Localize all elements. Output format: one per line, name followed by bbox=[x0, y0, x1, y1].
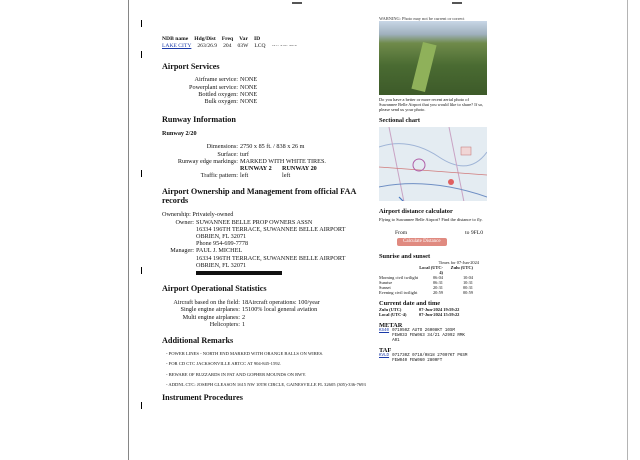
scan-mark bbox=[292, 2, 302, 4]
runway-label: Traffic pattern: bbox=[200, 172, 238, 180]
ndb-col-hdg: Hdg/Dist bbox=[194, 36, 216, 42]
runway-title: Runway Information bbox=[162, 115, 236, 125]
sectional-chart-art bbox=[379, 127, 487, 201]
margin-tick bbox=[141, 51, 142, 58]
sun-zulu: 00:31 bbox=[462, 285, 473, 290]
ndb-name-link[interactable]: LAKE CITY bbox=[162, 43, 192, 50]
sun-zulu: 10:31 bbox=[462, 280, 473, 285]
ndb-hdg: 263/26.9 bbox=[197, 43, 218, 50]
ops-right bbox=[248, 299, 320, 328]
ownership-details bbox=[162, 211, 370, 276]
taf-station-link[interactable]: KVLD bbox=[379, 354, 390, 358]
ops-value: 18 bbox=[242, 299, 249, 307]
service-value: NONE bbox=[240, 83, 258, 91]
sun-local: 06:04 bbox=[432, 275, 443, 280]
manager-line: 16334 196TH TERRACE, SUWANNEE BELLE AIRPORT bbox=[196, 254, 346, 262]
metar-row bbox=[379, 329, 489, 344]
margin-tick bbox=[141, 20, 142, 27]
owner-lines bbox=[196, 219, 370, 248]
runway-label: Dimensions: bbox=[206, 143, 238, 151]
redaction-bar bbox=[196, 269, 370, 276]
ownership-title: Airport Ownership and Management from official FAA records bbox=[162, 187, 356, 206]
remark-item: - FOR CD CTC JACKSONVILLE ARTCC AT 904-845-1592. bbox=[166, 361, 282, 367]
margin-tick bbox=[141, 402, 142, 409]
margin-tick bbox=[141, 170, 142, 177]
manager-line: OBRIEN, FL 32071 bbox=[196, 261, 247, 269]
ops-label: Aircraft based on the field: bbox=[173, 299, 240, 307]
photo-warning: WARNING: Photo may not be current or correct bbox=[379, 16, 465, 21]
services-title: Airport Services bbox=[162, 62, 220, 72]
runway-end-a: RUNWAY 2 bbox=[240, 165, 272, 173]
distance-text: Flying to Suwannee Belle Airport? Find the distance to fly. bbox=[379, 217, 483, 222]
taf-text: 071730Z 0718/0818 27007KT P6SM FEW040 FEW060 2800FT bbox=[392, 354, 468, 363]
ops-details bbox=[162, 299, 370, 328]
runway-row bbox=[162, 151, 370, 158]
ndb-col-id: ID bbox=[253, 36, 261, 42]
service-label: Bottled oxygen: bbox=[198, 90, 238, 98]
main-column bbox=[162, 36, 370, 402]
scan-edge-right bbox=[627, 0, 628, 460]
remark-item: - POWER LINES - NORTH END MARKED WITH ORANGE BALLS ON WIRES. bbox=[166, 351, 324, 357]
side-column bbox=[379, 16, 489, 364]
ops-left bbox=[162, 299, 248, 328]
traffic-b: left bbox=[282, 172, 291, 180]
runway-details bbox=[162, 143, 370, 179]
to-label: to 9FL0 bbox=[465, 230, 483, 236]
remarks-title: Additional Remarks bbox=[162, 336, 234, 346]
ndb-col-name: NDB name bbox=[162, 36, 189, 42]
calc-row bbox=[397, 238, 489, 246]
datetime-row bbox=[379, 312, 489, 317]
ndb-col-freq: Freq bbox=[221, 36, 234, 42]
ops-value: 100/year bbox=[298, 299, 320, 307]
ops-value: 15 bbox=[242, 306, 249, 314]
runway-ends-row bbox=[162, 165, 370, 172]
sun-label: Evening civil twilight bbox=[379, 290, 418, 295]
from-label: From bbox=[395, 230, 408, 236]
service-label: Powerplant service: bbox=[189, 83, 238, 91]
service-row bbox=[162, 98, 370, 105]
owner-block bbox=[162, 219, 370, 248]
scan-edge-left bbox=[128, 0, 129, 460]
taf-title: TAF bbox=[379, 347, 392, 354]
sun-subtitle: Times for 07-Jun-2024 bbox=[438, 260, 479, 265]
ops-row bbox=[162, 306, 248, 313]
scan-mark bbox=[452, 2, 462, 4]
metar-title: METAR bbox=[379, 322, 403, 329]
runway-end-b: RUNWAY 20 bbox=[282, 165, 317, 173]
runway-spacer bbox=[162, 165, 240, 172]
manager-label: Manager: bbox=[170, 247, 194, 255]
ops-title: Airport Operational Statistics bbox=[162, 284, 267, 294]
ops-row bbox=[162, 299, 248, 306]
service-row bbox=[162, 84, 370, 91]
datetime-label: Local (UTC-4) bbox=[379, 312, 407, 317]
ops-label: Helicopters: bbox=[209, 320, 240, 328]
runway-row bbox=[162, 172, 370, 179]
ndb-morse: ·-·· -·-· --·- bbox=[271, 43, 297, 50]
datetime-title: Current date and time bbox=[379, 300, 441, 307]
service-row bbox=[162, 76, 370, 83]
manager-line: PAUL J. MICHEL bbox=[196, 247, 243, 255]
ndb-freq: 204 bbox=[223, 43, 232, 50]
traffic-a: left bbox=[240, 172, 249, 180]
ndb-header bbox=[162, 36, 370, 43]
sun-head-local: Local (UTC-4) bbox=[419, 265, 443, 275]
service-label: Airframe service: bbox=[194, 76, 238, 84]
owner-line: SUWANNEE BELLE PROP OWNERS ASSN bbox=[196, 218, 313, 226]
sun-local: 20:31 bbox=[432, 285, 443, 290]
aerial-photo bbox=[379, 21, 487, 95]
ndb-id: LCQ bbox=[254, 43, 266, 50]
ndb-row bbox=[162, 43, 370, 50]
ops-label: Aircraft operations: bbox=[248, 299, 297, 307]
service-value: NONE bbox=[240, 98, 258, 106]
sun-zulu: 00:59 bbox=[462, 290, 473, 295]
manager-lines bbox=[196, 247, 370, 276]
sun-head-zulu: Zulu (UTC) bbox=[450, 265, 473, 270]
sun-local: 20:59 bbox=[432, 290, 443, 295]
sun-row bbox=[379, 290, 489, 295]
remark-item: - BEWARE OF BUZZARDS IN PAT AND GOPHER MOUNDS ON RWY. bbox=[166, 371, 307, 377]
metar-text: 071950Z AUTO 26008KT 10SM FEW033 FEW063 34/21 A2992 RMK A01 bbox=[392, 329, 465, 343]
ownership-label: Ownership: bbox=[162, 211, 191, 219]
ops-ga: 100% local general aviation bbox=[248, 306, 318, 314]
ops-row bbox=[162, 321, 248, 328]
owner-line: Phone 954-699-7778 bbox=[196, 240, 249, 248]
sun-zulu: 10:04 bbox=[462, 275, 473, 280]
runway-value: MARKED WITH WHITE TIRES. bbox=[240, 157, 326, 165]
runway-strip bbox=[411, 42, 436, 92]
calculate-distance-button[interactable]: Calculate Distance bbox=[397, 238, 447, 246]
service-value: NONE bbox=[240, 76, 258, 84]
ops-label: Multi engine airplanes: bbox=[182, 313, 240, 321]
sun-title: Sunrise and sunset bbox=[379, 253, 431, 260]
owner-label: Owner: bbox=[175, 218, 194, 226]
service-label: Bulk oxygen: bbox=[204, 98, 238, 106]
owner-line: OBRIEN, FL 32071 bbox=[196, 233, 247, 241]
ops-value: 2 bbox=[242, 313, 246, 321]
runway-subtitle: Runway 2/20 bbox=[162, 130, 197, 138]
sun-label: Sunrise bbox=[379, 280, 393, 285]
runway-value: turf bbox=[240, 150, 249, 158]
taf-row bbox=[379, 354, 489, 364]
sun-label: Morning civil twilight bbox=[379, 275, 419, 280]
ops-row bbox=[162, 314, 248, 321]
runway-value: 2750 x 85 ft. / 838 x 26 m bbox=[240, 143, 305, 151]
datetime-label: Zulu (UTC) bbox=[379, 307, 402, 312]
sectional-chart-image[interactable] bbox=[379, 127, 487, 201]
ops-aop-row bbox=[248, 299, 320, 306]
service-row bbox=[162, 91, 370, 98]
service-value: NONE bbox=[240, 90, 258, 98]
ownership-type-row bbox=[162, 211, 370, 218]
manager-block bbox=[162, 247, 370, 276]
runway-label: Runway edge markings: bbox=[177, 157, 238, 165]
runway-row bbox=[162, 143, 370, 150]
datetime-value: 07-Jun-2024 19:59:22 bbox=[419, 307, 460, 312]
runway-label: Surface: bbox=[217, 150, 238, 158]
datetime-value: 07-Jun-2024 15:59:22 bbox=[419, 312, 460, 317]
sectional-title: Sectional chart bbox=[379, 117, 420, 124]
runway-row bbox=[162, 158, 370, 165]
remark-item: - ADDNL CTC: JOSEPH GLEASON 1615 NW 10TH CIRCLE, GAINESVILLE FL 32605 (305)-336-7693 bbox=[166, 382, 366, 388]
metar-station-link[interactable]: KS40 bbox=[379, 329, 390, 333]
ops-value: 1 bbox=[242, 320, 246, 328]
owner-line: 16334 196TH TERRACE, SUWANNEE BELLE AIRPORT bbox=[196, 225, 346, 233]
margin-tick bbox=[141, 267, 142, 274]
ownership-value: Privately-owned bbox=[192, 211, 234, 219]
ops-label: Single engine airplanes: bbox=[180, 306, 240, 314]
ndb-var: 03W bbox=[237, 43, 249, 50]
instrument-title: Instrument Procedures bbox=[162, 392, 243, 402]
remarks-list bbox=[162, 351, 370, 388]
sun-label: Sunset bbox=[379, 285, 391, 290]
ndb-col-var: Var bbox=[239, 36, 248, 42]
distance-inputs bbox=[395, 230, 483, 236]
services-list bbox=[162, 76, 370, 105]
distance-title: Airport distance calculator bbox=[379, 208, 453, 215]
sun-head-blank bbox=[379, 265, 419, 275]
photo-caption: Do you have a better or more recent aerial photo of Suwannee Belle Airport that you would like to share? If so, please send us your photo. bbox=[379, 97, 484, 112]
sun-local: 06:31 bbox=[432, 280, 443, 285]
sun-header bbox=[379, 265, 489, 275]
